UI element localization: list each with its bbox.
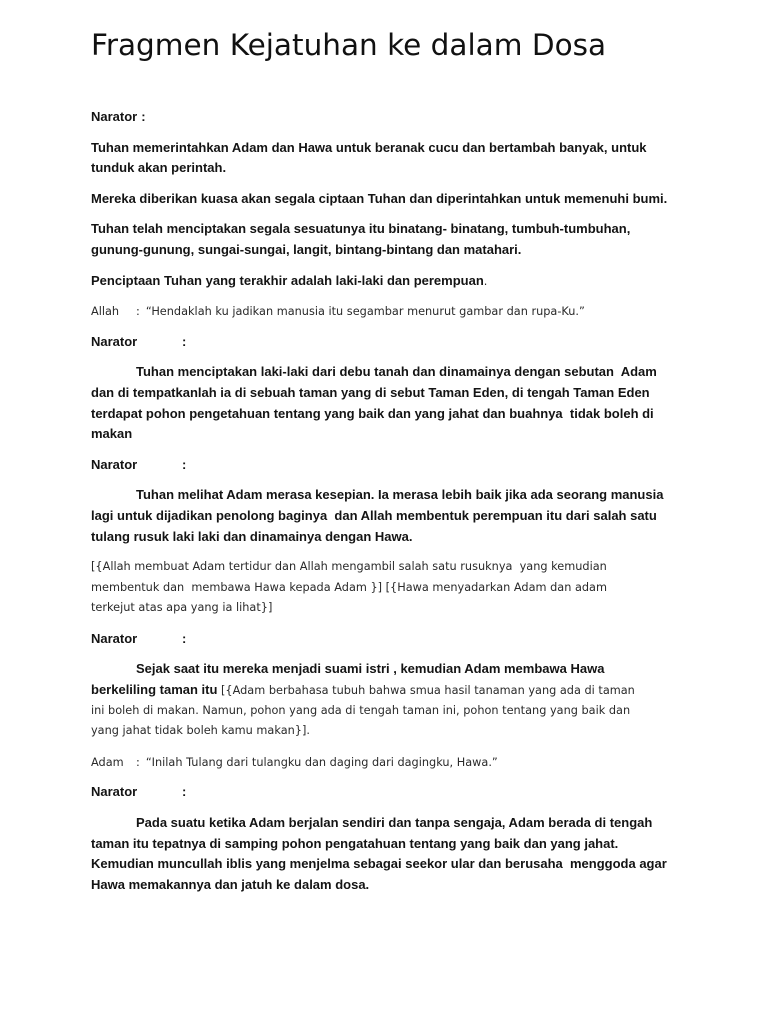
dialogue-colon: : xyxy=(136,755,140,769)
narator-cue xyxy=(91,107,741,128)
narration-paragraph xyxy=(91,813,741,895)
paragraph-line: Kemudian muncullah iblis yang menjelma sebagai seekor ular dan berusaha menggoda agar xyxy=(91,856,667,872)
narator-cue xyxy=(91,455,741,476)
dialogue-allah xyxy=(91,301,741,322)
paragraph-line: lagi untuk dijadikan penolong baginya dan Allah membentuk perempuan itu dari salah satu xyxy=(91,507,657,523)
dialogue-colon: : xyxy=(136,305,140,319)
narration-paragraph xyxy=(91,271,741,292)
stage-direction-line: yang jahat tidak boleh kamu makan}]. xyxy=(91,724,310,738)
paragraph-line: Pada suatu ketika Adam berjalan sendiri dan tanpa sengaja, Adam berada di tengah xyxy=(136,815,653,831)
cue-colon: : xyxy=(182,456,187,472)
narration-paragraph xyxy=(91,189,741,210)
narator-cue xyxy=(91,782,741,803)
paragraph-line: tunduk akan perintah. xyxy=(91,160,227,176)
dialogue-adam xyxy=(91,752,741,773)
paragraph-line: gunung-gunung, sungai-sungai, langit, bintang-bintang dan matahari. xyxy=(91,241,522,257)
paragraph-text: Penciptaan Tuhan yang terakhir adalah laki-laki dan perempuan xyxy=(91,272,484,288)
stage-direction-line: [{Allah membuat Adam tertidur dan Allah mengambil salah satu rusuknya yang kemudian xyxy=(91,560,607,574)
cue-colon: : xyxy=(182,784,187,800)
paragraph-line: Sejak saat itu mereka menjadi suami istri , kemudian Adam membawa Hawa xyxy=(136,661,605,677)
speaker-label: Narator xyxy=(91,456,138,472)
paragraph-line: Hawa memakannya dan jatuh ke dalam dosa. xyxy=(91,876,370,892)
document-body xyxy=(91,27,741,895)
paragraph-line: Tuhan memerintahkan Adam dan Hawa untuk beranak cucu dan bertambah banyak, untuk xyxy=(91,139,647,155)
paragraph-line: taman itu tepatnya di samping pohon pengatahuan tentang yang baik dan yang jahat. xyxy=(91,835,619,851)
cue-colon: : xyxy=(141,109,146,124)
dialogue-text: “Inilah Tulang dari tulangku dan daging dari dagingku, Hawa.” xyxy=(145,755,498,769)
dialogue-text: “Hendaklah ku jadikan manusia itu segambar menurut gambar dan rupa-Ku.” xyxy=(145,305,585,319)
paragraph-line: terdapat pohon pengetahuan tentang yang baik dan yang jahat dan buahnya tidak boleh di xyxy=(91,405,654,421)
paragraph-line: Mereka diberikan kuasa akan segala ciptaan Tuhan dan diperintahkan untuk memenuhi bumi. xyxy=(91,190,668,206)
narration-paragraph xyxy=(91,362,741,444)
narration-paragraph xyxy=(91,485,741,547)
narator-cue xyxy=(91,332,741,353)
narration-paragraph xyxy=(91,138,741,179)
paragraph-period: . xyxy=(483,274,488,288)
cue-colon: : xyxy=(182,630,187,646)
stage-direction-line: terkejut atas apa yang ia lihat}] xyxy=(91,601,273,615)
narration-paragraph xyxy=(91,219,741,260)
stage-direction-line: membentuk dan membawa Hawa kepada Adam }] [{Hawa menyadarkan Adam dan adam xyxy=(91,580,607,594)
speaker-label: Adam xyxy=(91,755,124,769)
paragraph-line: makan xyxy=(91,426,133,442)
stage-direction-text: [{Adam berbahasa tubuh bahwa smua hasil tanaman yang ada di taman xyxy=(217,684,635,698)
speaker-label: Allah xyxy=(91,305,120,319)
speaker-label: Narator xyxy=(91,784,138,800)
paragraph-line: Tuhan telah menciptakan segala sesuatunya itu binatang- binatang, tumbuh-tumbuhan, xyxy=(91,221,631,237)
stage-direction-line: ini boleh di makan. Namun, pohon yang ada di tengah taman ini, pohon tentang yang baik dan xyxy=(91,703,631,717)
document-title: Fragmen Kejatuhan ke dalam Dosa xyxy=(91,28,607,62)
stage-direction xyxy=(91,557,741,619)
paragraph-line: tulang rusuk laki laki dan dinamainya dengan Hawa. xyxy=(91,528,413,544)
speaker-label: Narator xyxy=(91,109,138,124)
speaker-label: Narator xyxy=(91,333,138,349)
speaker-label: Narator xyxy=(91,630,138,646)
narration-paragraph xyxy=(91,659,741,741)
narator-cue xyxy=(91,629,741,650)
paragraph-text: berkeliling taman itu xyxy=(91,682,218,698)
paragraph-line xyxy=(91,680,741,701)
paragraph-line: Tuhan menciptakan laki-laki dari debu tanah dan dinamainya dengan sebutan Adam xyxy=(136,364,657,380)
paragraph-line: Tuhan melihat Adam merasa kesepian. Ia merasa lebih baik jika ada seorang manusia xyxy=(136,487,664,503)
paragraph-line: dan di tempatkanlah ia di sebuah taman yang di sebut Taman Eden, di tengah Taman Eden xyxy=(91,384,650,400)
cue-colon: : xyxy=(182,333,187,349)
